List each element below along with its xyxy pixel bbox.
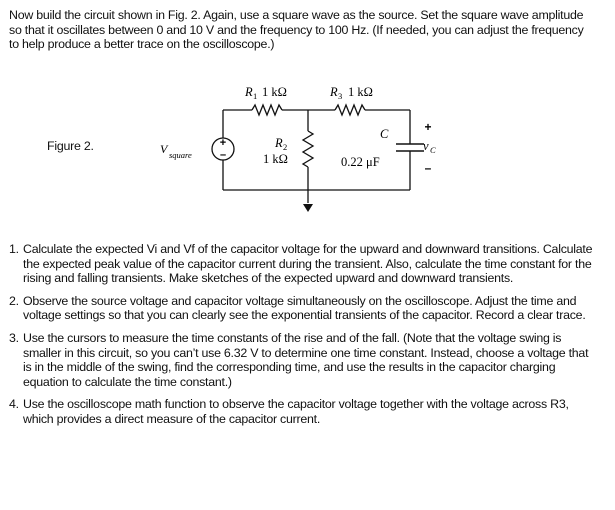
vc-minus: – [424,161,432,175]
r1-value: 1 kΩ [262,85,287,99]
vc-plus: + [424,120,432,134]
question-number: 2. [9,293,19,308]
vc-label: v [423,139,429,153]
r3-value: 1 kΩ [348,85,373,99]
r2-sub: 2 [283,142,288,152]
vc-sub: C [430,145,436,155]
r1-sub: 1 [253,91,258,101]
r1-label: R [245,85,253,99]
question-text: Use the oscilloscope math function to observe the capacitor voltage together with the voltage across R3, which provides a direct measure of the capacitor current. [23,397,569,426]
r3-sub: 3 [338,91,343,101]
r3-label: R [330,85,338,99]
question-text: Use the cursors to measure the time constants of the rise and of the fall. (Note that the voltage swing is smaller in this circuit, so you can’t use 6.32 V to determine one time constant. Instead, choose a voltage that is in the middle of the swing, find the corresponding time, and use the results in the capacitor charging equation to calculate the time constant.) [23,330,589,389]
r3-resistor [335,105,365,115]
question-item [9,294,599,323]
r2-value: 1 kΩ [263,152,288,166]
question-number: 3. [9,330,19,345]
question-item [9,242,599,286]
source-sub: square [169,150,192,160]
question-number: 1. [9,242,19,256]
source-label: V [160,142,168,156]
circuit-diagram [140,75,450,225]
question-text: Calculate the expected Vi and Vf of the capacitor voltage for the upward and downward transitions. Calculate the expected peak value of the capacitor current during the transient. Also, calculate the time constant for the rising and falling transients. Make sketches of the expected upward and downward transients. [23,242,593,286]
figure-label: Figure 2. [47,139,94,153]
question-text: Observe the source voltage and capacitor voltage simultaneously on the oscilloscope. Adjust the time and voltage settings so that you can clearly see the exponential transients of the capacitor. Record a clear trace. [23,293,586,323]
r2-label: R [275,136,283,150]
intro-paragraph: Now build the circuit shown in Fig. 2. Again, use a square wave as the source. Set the square wave amplitude so that it oscillates between 0 and 10 V and the frequency to 100 Hz. (If needed, you can adjust the frequency to help produce a better trace on the oscilloscope.) [9,8,584,52]
ground-icon [303,204,313,212]
question-item [9,331,599,389]
source-plus: + [219,137,227,149]
c-value: 0.22 μF [341,155,380,169]
question-item [9,397,599,426]
r2-resistor [303,131,313,167]
question-list [9,242,599,435]
question-number: 4. [9,397,19,412]
r1-resistor [252,105,282,115]
capacitor [396,144,424,151]
source-minus: – [219,149,227,161]
c-label: C [380,127,389,141]
circuit-wires [223,105,410,203]
